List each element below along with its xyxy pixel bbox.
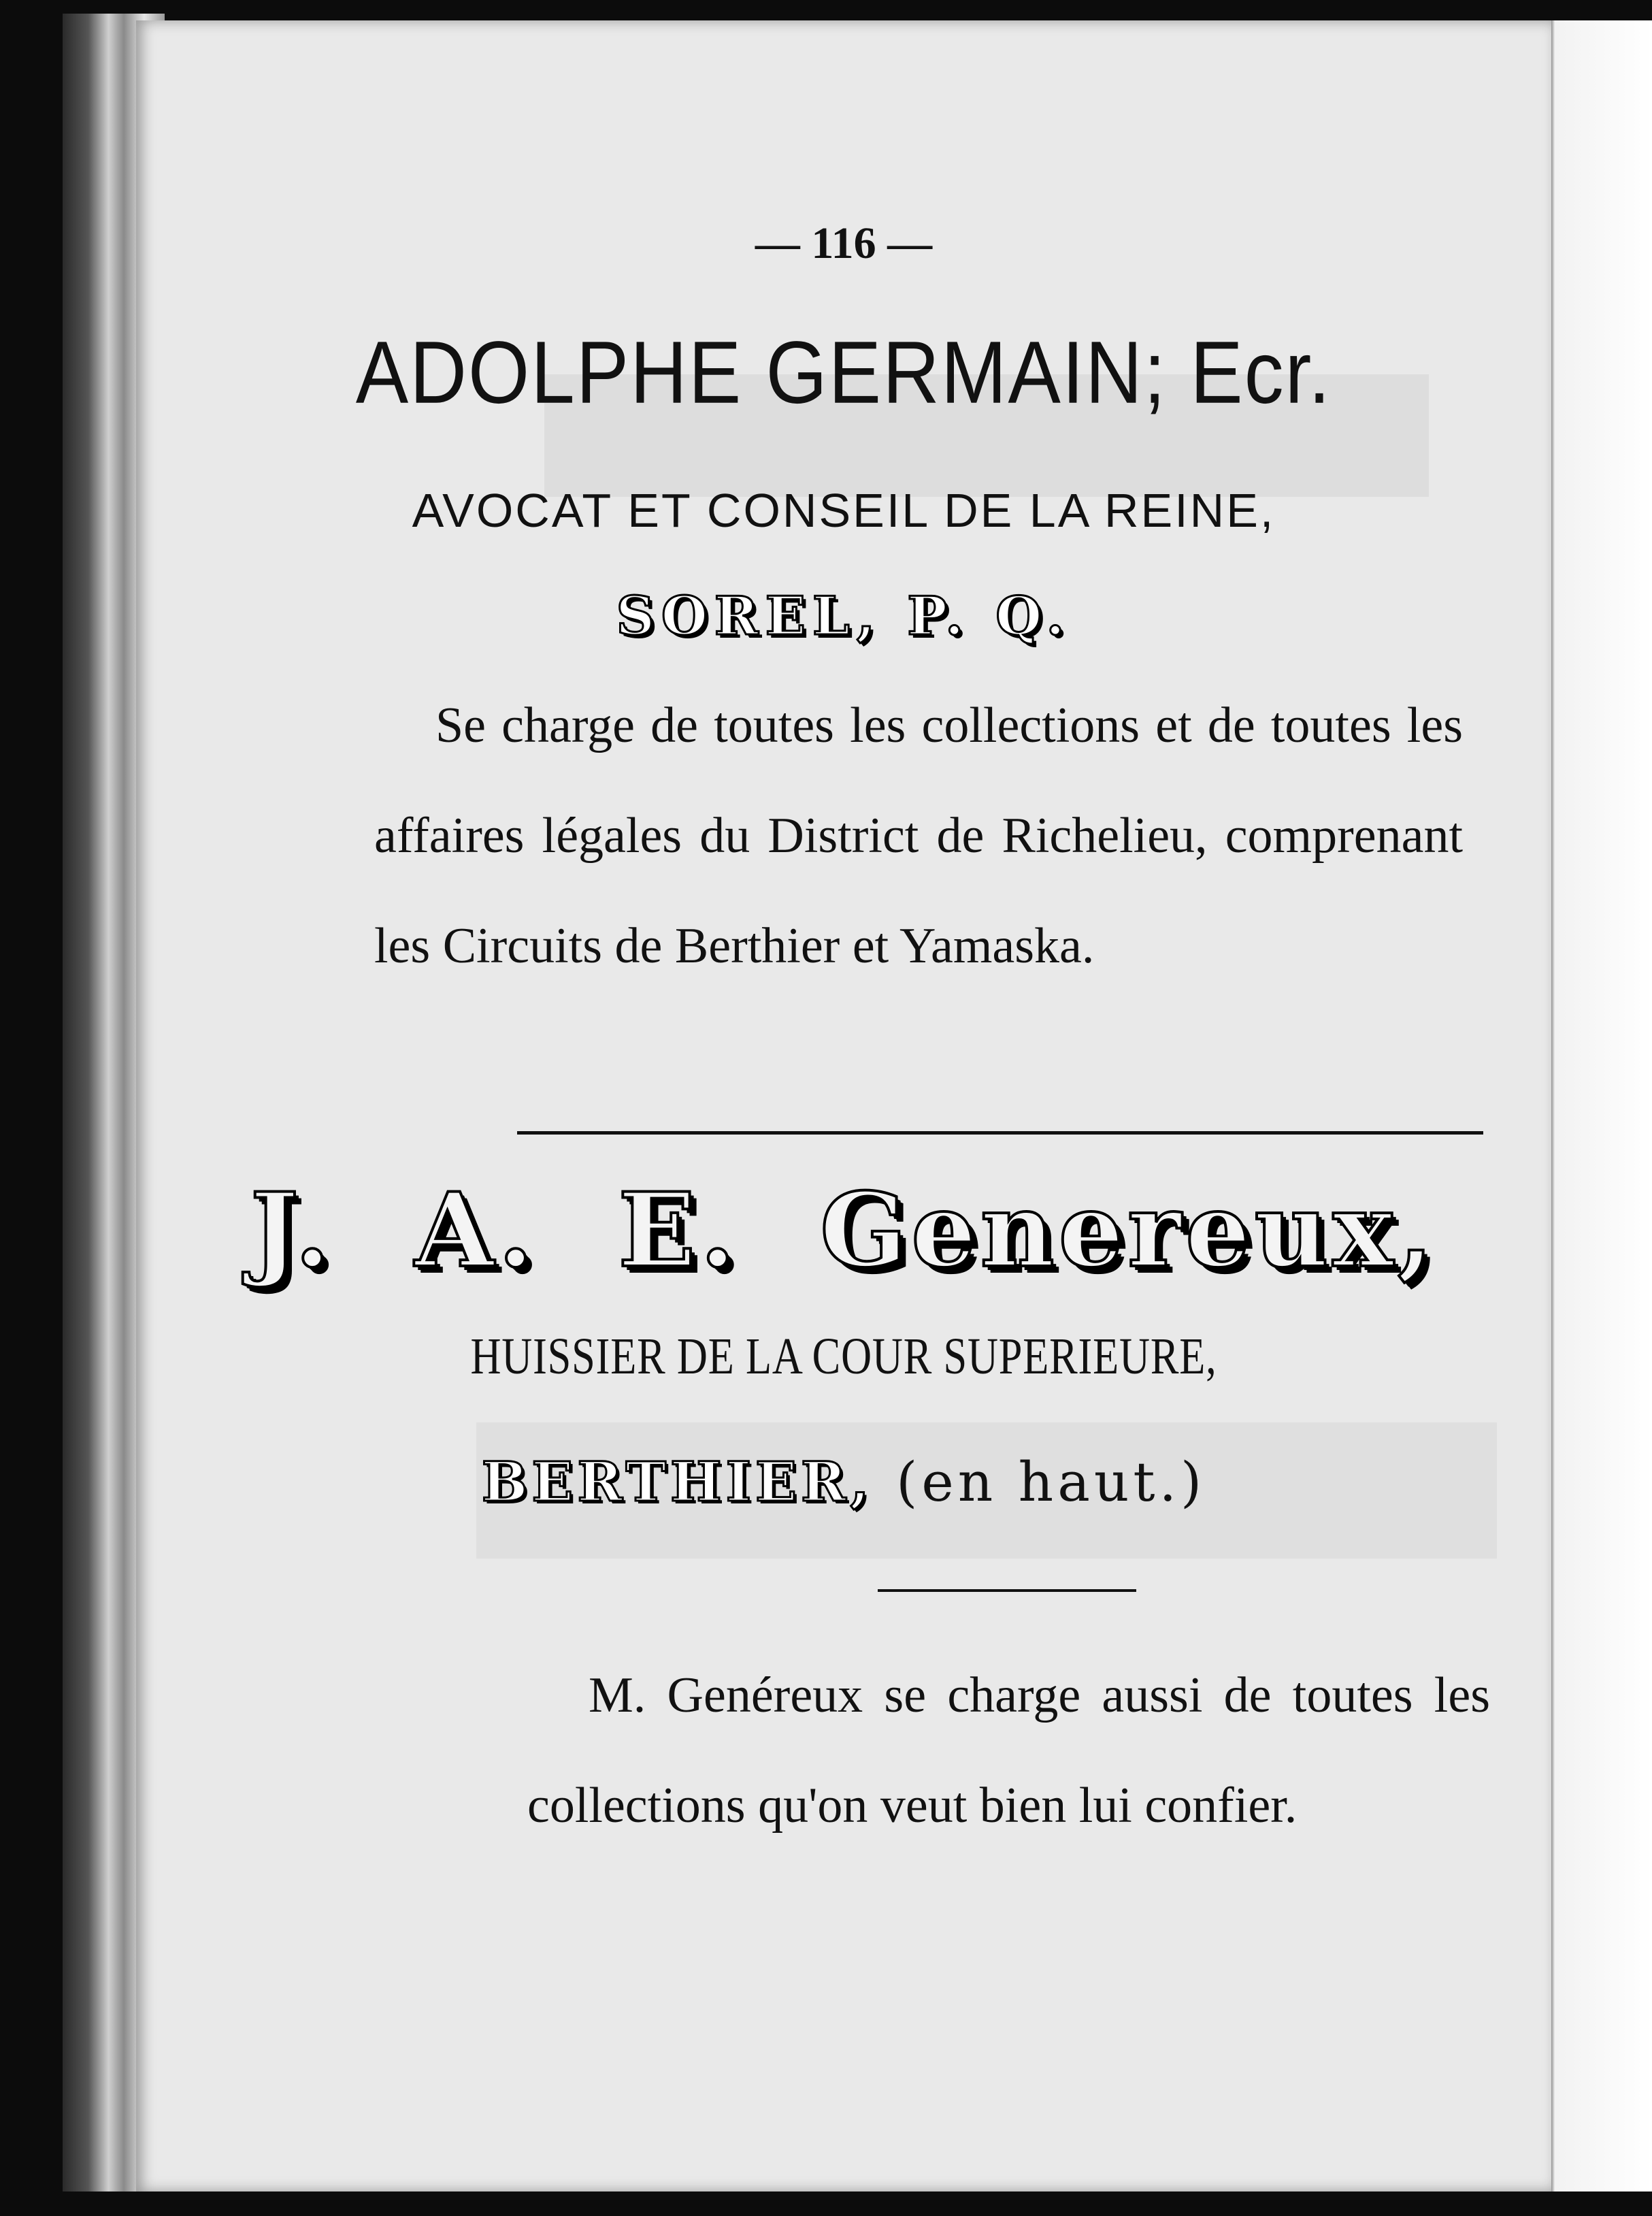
facing-page-edge bbox=[1539, 20, 1652, 2191]
page-number: — 116 — bbox=[755, 218, 933, 268]
book-page bbox=[136, 20, 1551, 2191]
advertiser-title-genereux: HUISSIER DE LA COUR SUPERIEURE, bbox=[470, 1328, 1217, 1385]
advertiser-location-berthier bbox=[136, 1450, 1551, 1514]
location-city: BERTHIER, bbox=[481, 1450, 874, 1514]
advertisement-text-genereux: M. Genéreux se charge aussi de toutes les collections qu'on veut bien lui confier. bbox=[527, 1667, 1490, 1834]
section-divider bbox=[517, 1131, 1483, 1135]
advertisement-text-germain: Se charge de toutes les collections et de toutes les affaires légales du District de Richelieu, comprenant les Circuits de Berthier et Yamaska. bbox=[374, 698, 1463, 974]
advertiser-title-germain: AVOCAT ET CONSEIL DE LA REINE, bbox=[412, 484, 1276, 537]
advertiser-name-germain: ADOLPHE GERMAIN; Ecr. bbox=[355, 323, 1332, 422]
short-divider bbox=[878, 1589, 1136, 1592]
location-note: (en haut.) bbox=[896, 1450, 1206, 1514]
advertiser-name-genereux: J. A. E. Genereux, bbox=[250, 1171, 1438, 1290]
advertiser-location-sorel: SOREL, P. Q. bbox=[616, 585, 1072, 647]
